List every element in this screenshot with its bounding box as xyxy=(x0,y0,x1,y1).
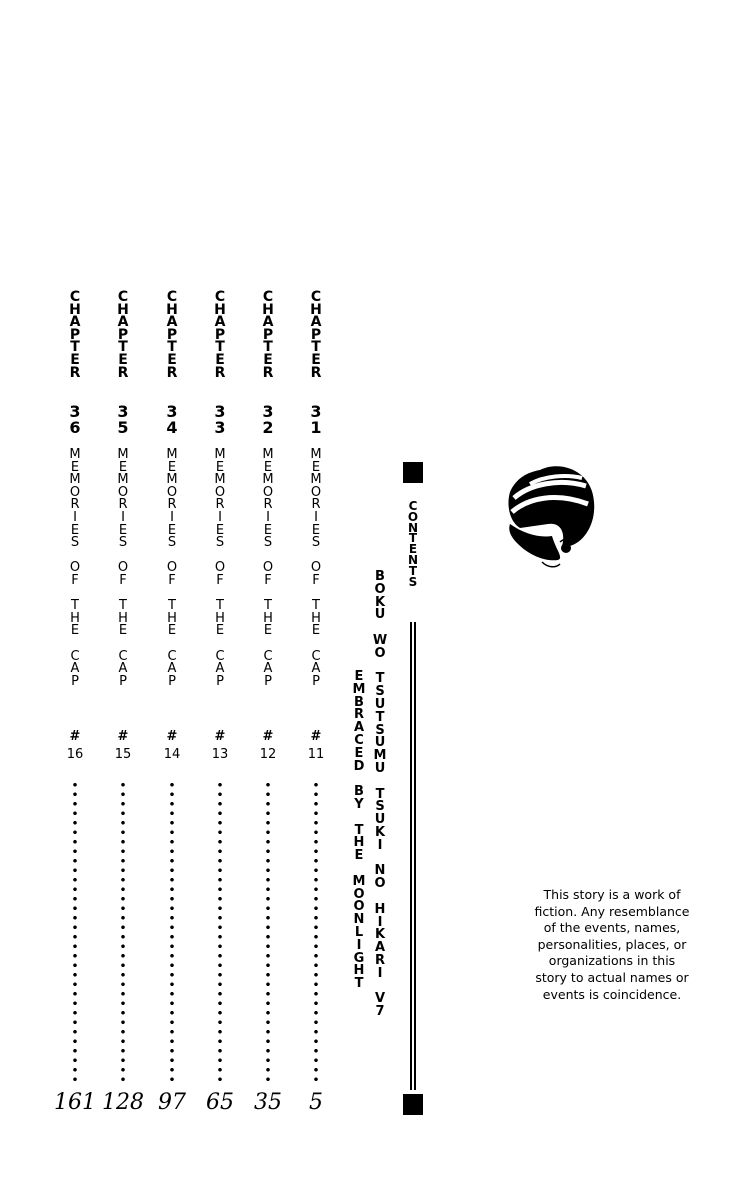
chapter-label-glyph: A xyxy=(262,314,274,331)
chapter-label-glyph: R xyxy=(214,364,226,381)
chapter-label-glyph: P xyxy=(214,326,226,343)
title-glyph: R xyxy=(374,952,385,968)
chapter-hash xyxy=(164,730,180,746)
title-glyph: S xyxy=(375,722,385,738)
chapter-subtitle-glyph: M xyxy=(117,447,129,462)
chapter-sub-number: 14 xyxy=(163,747,181,762)
chapter-subtitle-glyph: T xyxy=(216,598,224,614)
title-glyph xyxy=(357,862,362,875)
chapter-subtitle xyxy=(308,448,324,687)
title-glyph: O xyxy=(374,581,386,597)
title-glyph: T xyxy=(354,822,364,838)
chapter-label-glyph: H xyxy=(69,301,81,318)
chapter-hash xyxy=(308,730,324,746)
chapter-subtitle-glyph: R xyxy=(167,497,177,513)
chapter-label-glyph: P xyxy=(262,326,274,343)
title-glyph: O xyxy=(353,899,365,915)
chapter-subtitle-glyph: I xyxy=(218,509,222,525)
title-glyph: T xyxy=(408,531,418,546)
chapter-subtitle-glyph: E xyxy=(118,623,128,639)
chapter-subtitle-glyph: F xyxy=(168,572,176,588)
disclaimer-line: story to actual names or xyxy=(535,969,689,985)
chapter-number-glyph: 1 xyxy=(310,418,322,437)
chapter-subtitle-glyph: C xyxy=(263,648,273,664)
chapter-label-glyph: H xyxy=(166,301,178,318)
title-glyph: V xyxy=(374,991,386,1007)
chapter-label-glyph: R xyxy=(262,364,274,381)
chapter-subtitle-glyph: E xyxy=(215,623,225,639)
title-glyph: U xyxy=(374,607,386,623)
title-glyph: N xyxy=(407,520,419,535)
chapter-subtitle-glyph: O xyxy=(214,560,226,576)
chapter-subtitle-glyph: E xyxy=(118,522,128,538)
chapter-subtitle-glyph: F xyxy=(264,572,272,588)
chapter-subtitle-glyph: M xyxy=(117,472,129,488)
chapter-subtitle-glyph: M xyxy=(262,472,274,488)
english-title xyxy=(351,670,367,990)
title-glyph: I xyxy=(377,914,383,930)
title-glyph: E xyxy=(354,848,364,864)
chapter-label-glyph: A xyxy=(69,314,81,331)
chapter-subtitle-glyph: H xyxy=(118,610,128,626)
title-glyph: H xyxy=(374,901,386,917)
chapter-subtitle-glyph: F xyxy=(216,572,224,588)
title-glyph: K xyxy=(374,594,386,610)
chapter-subtitle-glyph: E xyxy=(311,522,321,538)
chapter-subtitle-glyph: H xyxy=(70,610,80,626)
chapter-subtitle-glyph: T xyxy=(71,598,79,614)
chapter-subtitle-glyph: F xyxy=(119,572,127,588)
chapter-subtitle xyxy=(164,448,180,687)
chapter-subtitle-glyph: C xyxy=(167,648,177,664)
chapter-subtitle-glyph: O xyxy=(166,560,178,576)
chapter-hash-glyph: # xyxy=(166,729,178,744)
chapter-label-glyph: R xyxy=(69,364,81,381)
chapter-subtitle xyxy=(67,448,83,687)
chapter-label-glyph: T xyxy=(263,339,273,356)
chapter-subtitle-glyph: F xyxy=(71,572,79,588)
title-glyph: B xyxy=(354,784,364,800)
chapter-subtitle-glyph: E xyxy=(70,623,80,639)
chapter-label-glyph: R xyxy=(117,364,129,381)
chapter-number xyxy=(212,404,228,436)
chapter-label-glyph: R xyxy=(310,364,322,381)
chapter-subtitle-glyph: O xyxy=(214,484,226,500)
chapter-subtitle xyxy=(212,448,228,687)
chapter-subtitle-glyph: R xyxy=(311,497,321,513)
chapter-label xyxy=(308,289,324,381)
disclaimer-line: of the events, names, xyxy=(543,920,681,936)
chapter-sub-number: 11 xyxy=(307,747,325,762)
title-glyph: E xyxy=(354,669,364,684)
title-glyph: C xyxy=(408,499,418,513)
chapter-subtitle-glyph: M xyxy=(166,447,178,462)
chapter-subtitle-glyph: H xyxy=(311,610,321,626)
chapter-label-glyph: E xyxy=(215,351,225,368)
chapter-subtitle-glyph: E xyxy=(167,623,177,639)
title-glyph: H xyxy=(353,835,365,851)
chapter-subtitle xyxy=(115,448,131,687)
chapter-subtitle-glyph: E xyxy=(118,459,128,475)
contents-rule-right xyxy=(414,622,416,1090)
title-glyph: I xyxy=(377,837,383,853)
chapter-number-glyph: 3 xyxy=(69,402,81,421)
chapter-subtitle-glyph: M xyxy=(69,472,81,488)
title-glyph: A xyxy=(374,940,386,956)
chapter-subtitle-glyph: T xyxy=(264,598,272,614)
chapter-subtitle-glyph: O xyxy=(310,560,322,576)
title-glyph: M xyxy=(373,748,387,764)
chapter-hash-glyph: # xyxy=(262,729,274,744)
chapter-subtitle-glyph: H xyxy=(215,610,225,626)
chapter-label-glyph: P xyxy=(310,326,322,343)
chapter-subtitle-glyph: P xyxy=(119,673,127,689)
title-glyph: O xyxy=(374,645,386,661)
chapter-label-glyph: H xyxy=(262,301,274,318)
chapter-subtitle-glyph: P xyxy=(264,673,272,689)
logo-illustration xyxy=(500,462,600,574)
page-number: 65 xyxy=(206,1090,234,1115)
chapter-number xyxy=(67,404,83,436)
chapter-subtitle-glyph: E xyxy=(311,623,321,639)
chapter-subtitle-glyph: E xyxy=(70,522,80,538)
title-glyph: T xyxy=(408,563,418,578)
leader-dots xyxy=(218,780,222,1082)
chapter-number xyxy=(308,404,324,436)
chapter-subtitle-glyph: E xyxy=(263,459,273,475)
title-glyph: D xyxy=(353,758,365,774)
chapter-number-glyph: 5 xyxy=(117,418,129,437)
chapter-subtitle-glyph: O xyxy=(117,484,129,500)
chapter-subtitle-glyph: T xyxy=(168,598,176,614)
chapter-number-glyph: 3 xyxy=(214,402,226,421)
chapter-label xyxy=(260,289,276,381)
page-number: 161 xyxy=(54,1090,96,1115)
chapter-subtitle-glyph: P xyxy=(312,673,320,689)
chapter-subtitle-glyph: H xyxy=(167,610,177,626)
page-number: 97 xyxy=(158,1090,186,1115)
title-glyph: O xyxy=(353,886,365,902)
chapter-label-glyph: T xyxy=(215,339,225,356)
chapter-subtitle-glyph: S xyxy=(118,535,128,551)
chapter-label xyxy=(164,289,180,381)
title-glyph: S xyxy=(375,684,385,700)
chapter-subtitle-glyph: M xyxy=(310,472,322,488)
chapter-subtitle-glyph: I xyxy=(73,509,77,525)
disclaimer xyxy=(512,887,712,1003)
title-glyph: O xyxy=(407,509,419,524)
chapter-hash xyxy=(67,730,83,746)
contents-rule-left xyxy=(410,622,412,1090)
title-glyph: G xyxy=(353,950,365,966)
chapter-subtitle-glyph: C xyxy=(118,648,128,664)
chapter-label-glyph: P xyxy=(69,326,81,343)
leader-dots xyxy=(121,780,125,1082)
chapter-subtitle-glyph: E xyxy=(167,522,177,538)
title-glyph: 7 xyxy=(375,1004,385,1020)
title-glyph: W xyxy=(372,632,388,648)
disclaimer-line: personalities, places, or xyxy=(537,936,687,952)
chapter-subtitle-glyph: M xyxy=(262,447,274,462)
chapter-label-glyph: H xyxy=(310,301,322,318)
chapter-sub-number: 16 xyxy=(66,747,84,762)
title-glyph: S xyxy=(375,799,385,815)
chapter-subtitle-glyph: M xyxy=(69,447,81,462)
chapter-number-glyph: 2 xyxy=(262,418,274,437)
chapter-number-glyph: 3 xyxy=(166,402,178,421)
title-glyph: L xyxy=(354,924,364,940)
chapter-label-glyph: T xyxy=(118,339,128,356)
chapter-label-glyph: E xyxy=(118,351,128,368)
chapter-label-glyph: E xyxy=(70,351,80,368)
chapter-subtitle xyxy=(260,448,276,687)
title-glyph xyxy=(378,890,383,903)
chapter-label-glyph: E xyxy=(263,351,273,368)
chapter-subtitle-glyph: M xyxy=(214,472,226,488)
chapter-subtitle-glyph xyxy=(314,637,318,650)
chapter-subtitle-glyph: E xyxy=(167,459,177,475)
chapter-hash xyxy=(260,730,276,746)
chapter-subtitle-glyph: C xyxy=(215,648,225,664)
title-glyph: U xyxy=(374,696,386,712)
chapter-subtitle-glyph: F xyxy=(312,572,320,588)
title-glyph: K xyxy=(374,824,386,840)
chapter-label-glyph: T xyxy=(311,339,321,356)
chapter-subtitle-glyph xyxy=(121,637,125,650)
chapter-subtitle-glyph: O xyxy=(310,484,322,500)
chapter-subtitle-glyph: I xyxy=(314,509,318,525)
chapter-number-glyph: 6 xyxy=(69,418,81,437)
chapter-subtitle-glyph: T xyxy=(312,598,320,614)
chapter-subtitle-glyph xyxy=(73,637,77,650)
chapter-subtitle-glyph: E xyxy=(70,459,80,475)
chapter-subtitle-glyph: A xyxy=(263,661,273,677)
chapter-subtitle-glyph: M xyxy=(166,472,178,488)
chapter-label-glyph: A xyxy=(166,314,178,331)
title-glyph: H xyxy=(353,963,365,979)
disclaimer-line: events is coincidence. xyxy=(542,986,682,1002)
leader-dots xyxy=(170,780,174,1082)
chapter-subtitle-glyph: M xyxy=(214,447,226,462)
title-glyph: I xyxy=(377,965,383,981)
chapter-number-glyph: 4 xyxy=(166,418,178,437)
chapter-subtitle-glyph: R xyxy=(70,497,80,513)
page-number: 35 xyxy=(254,1090,282,1115)
chapter-hash-glyph: # xyxy=(69,729,81,744)
chapter-subtitle-glyph: A xyxy=(167,661,177,677)
title-glyph: R xyxy=(353,707,364,723)
title-glyph: U xyxy=(374,812,386,828)
chapter-subtitle-glyph: O xyxy=(262,560,274,576)
chapter-subtitle-glyph: P xyxy=(168,673,176,689)
chapter-sub-number: 12 xyxy=(259,747,277,762)
chapter-subtitle-glyph: H xyxy=(263,610,273,626)
chapter-number xyxy=(115,404,131,436)
chapter-number-glyph: 3 xyxy=(310,402,322,421)
chapter-hash xyxy=(115,730,131,746)
title-glyph: T xyxy=(375,709,385,725)
chapter-label-glyph: E xyxy=(167,351,177,368)
title-glyph: I xyxy=(356,937,362,953)
chapter-hash-glyph: # xyxy=(214,729,226,744)
chapter-label-glyph: C xyxy=(214,289,226,305)
chapter-label-glyph: A xyxy=(310,314,322,331)
title-glyph: S xyxy=(408,574,418,589)
disclaimer-line: fiction. Any resemblance xyxy=(534,903,690,919)
chapter-subtitle-glyph xyxy=(218,637,222,650)
disclaimer-line: This story is a work of xyxy=(543,887,681,902)
chapter-label xyxy=(212,289,228,381)
chapter-label-glyph: R xyxy=(166,364,178,381)
chapter-subtitle-glyph: P xyxy=(216,673,224,689)
title-glyph: E xyxy=(408,542,418,557)
chapter-subtitle-glyph: R xyxy=(118,497,128,513)
chapter-label xyxy=(67,289,83,381)
chapter-subtitle-glyph: I xyxy=(121,509,125,525)
chapter-label-glyph: C xyxy=(69,289,81,305)
chapter-number-glyph: 3 xyxy=(117,402,129,421)
title-glyph: T xyxy=(375,671,385,687)
series-title xyxy=(372,570,388,1018)
chapter-subtitle-glyph: O xyxy=(69,560,81,576)
chapter-hash-glyph: # xyxy=(310,729,322,744)
chapter-subtitle-glyph: A xyxy=(118,661,128,677)
chapter-subtitle-glyph: R xyxy=(263,497,273,513)
chapter-label-glyph: E xyxy=(311,351,321,368)
chapter-label-glyph: P xyxy=(117,326,129,343)
chapter-label-glyph: P xyxy=(166,326,178,343)
title-glyph: U xyxy=(374,735,386,751)
chapter-label-glyph: C xyxy=(262,289,274,305)
chapter-sub-number: 15 xyxy=(114,747,132,762)
title-glyph: T xyxy=(375,786,385,802)
chapter-subtitle-glyph: A xyxy=(215,661,225,677)
chapter-number-glyph: 3 xyxy=(214,418,226,437)
chapter-subtitle-glyph: C xyxy=(311,648,321,664)
chapter-label-glyph: T xyxy=(167,339,177,356)
contents-bottom-square xyxy=(403,1094,423,1115)
chapter-hash xyxy=(212,730,228,746)
chapter-subtitle-glyph: S xyxy=(311,535,321,551)
contents-top-square xyxy=(403,462,423,483)
chapter-label-glyph: A xyxy=(117,314,129,331)
chapter-label xyxy=(115,289,131,381)
chapter-subtitle-glyph xyxy=(266,637,270,650)
title-glyph: U xyxy=(374,760,386,776)
title-glyph: T xyxy=(354,976,364,992)
chapter-number-glyph: 3 xyxy=(262,402,274,421)
chapter-subtitle-glyph: A xyxy=(311,661,321,677)
title-glyph: A xyxy=(353,720,365,736)
title-glyph: E xyxy=(354,745,364,761)
chapter-subtitle-glyph: E xyxy=(263,522,273,538)
title-glyph: K xyxy=(374,927,386,943)
chapter-subtitle-glyph: T xyxy=(119,598,127,614)
page-number: 128 xyxy=(102,1090,144,1115)
contents-label xyxy=(405,499,421,589)
chapter-label-glyph: H xyxy=(117,301,129,318)
chapter-subtitle-glyph: I xyxy=(266,509,270,525)
title-glyph: C xyxy=(354,732,364,748)
chapter-label-glyph: C xyxy=(166,289,178,305)
title-glyph xyxy=(378,775,383,788)
title-glyph: N xyxy=(407,552,419,567)
chapter-label-glyph: C xyxy=(310,289,322,305)
title-glyph: N xyxy=(353,912,365,928)
chapter-subtitle-glyph: C xyxy=(70,648,80,664)
chapter-subtitle-glyph: O xyxy=(166,484,178,500)
chapter-subtitle-glyph: S xyxy=(215,535,225,551)
chapter-subtitle-glyph: E xyxy=(311,459,321,475)
title-glyph: M xyxy=(352,873,366,889)
chapter-subtitle-glyph: P xyxy=(71,673,79,689)
chapter-label-glyph: C xyxy=(117,289,129,305)
leader-dots xyxy=(73,780,77,1082)
title-glyph: B xyxy=(354,694,364,710)
chapter-subtitle-glyph: R xyxy=(215,497,225,513)
chapter-sub-number: 13 xyxy=(211,747,229,762)
leader-dots xyxy=(314,780,318,1082)
chapter-label-glyph: H xyxy=(214,301,226,318)
disclaimer-line: organizations in this xyxy=(548,953,676,969)
title-glyph: M xyxy=(352,681,366,697)
chapter-subtitle-glyph: E xyxy=(215,522,225,538)
chapter-subtitle-glyph: O xyxy=(117,560,129,576)
chapter-number xyxy=(164,404,180,436)
leader-dots xyxy=(266,780,270,1082)
title-glyph: Y xyxy=(354,796,364,812)
chapter-subtitle-glyph: M xyxy=(310,447,322,462)
title-glyph: N xyxy=(374,863,386,879)
title-glyph: O xyxy=(374,876,386,892)
chapter-subtitle-glyph: I xyxy=(170,509,174,525)
chapter-label-glyph: A xyxy=(214,314,226,331)
chapter-subtitle-glyph: O xyxy=(262,484,274,500)
title-glyph: B xyxy=(375,569,385,584)
chapter-subtitle-glyph: E xyxy=(215,459,225,475)
title-glyph xyxy=(357,811,362,824)
chapter-subtitle-glyph xyxy=(170,637,174,650)
chapter-subtitle-glyph: S xyxy=(167,535,177,551)
chapter-subtitle-glyph: A xyxy=(70,661,80,677)
chapter-subtitle-glyph: S xyxy=(263,535,273,551)
chapter-subtitle-glyph: E xyxy=(263,623,273,639)
chapter-label-glyph: T xyxy=(70,339,80,356)
page-number: 5 xyxy=(309,1090,323,1115)
chapter-subtitle-glyph: O xyxy=(69,484,81,500)
chapter-subtitle-glyph: S xyxy=(70,535,80,551)
chapter-hash-glyph: # xyxy=(117,729,129,744)
chapter-number xyxy=(260,404,276,436)
